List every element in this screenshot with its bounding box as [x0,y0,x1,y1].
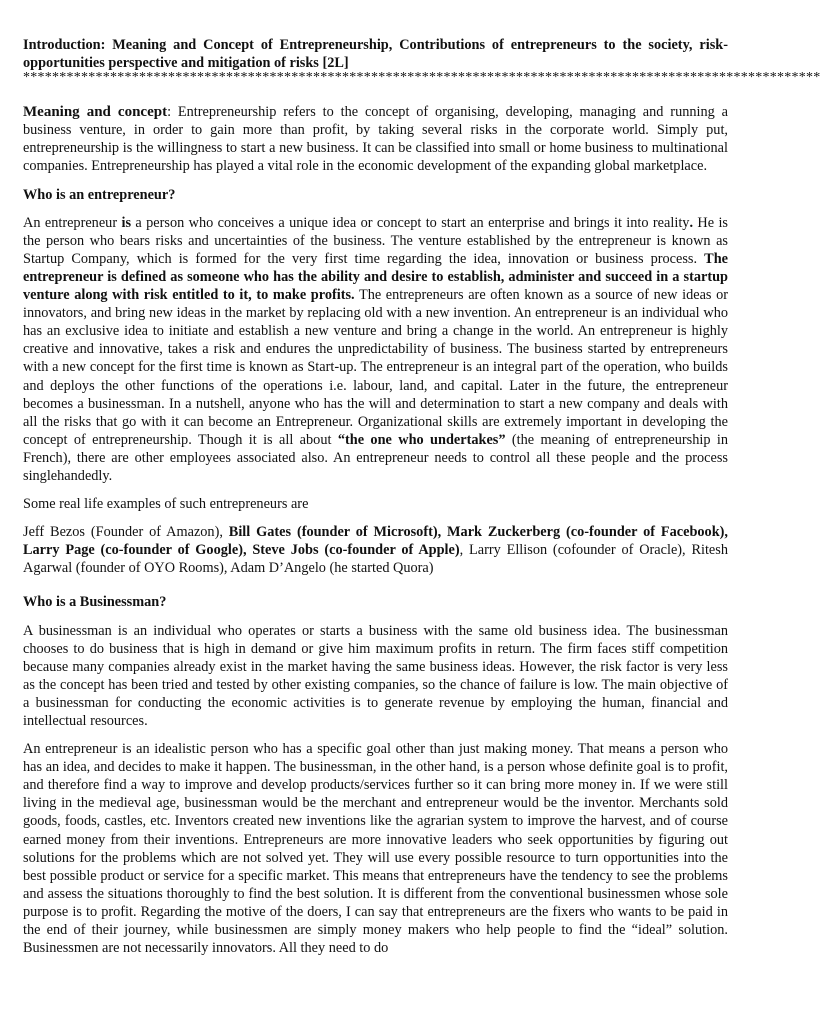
entrepreneur-bold-2: . [689,214,694,231]
meaning-paragraph [23,103,728,175]
meaning-label: Meaning and concept [23,104,168,121]
entrepreneur-heading: Who is an entrepreneur? [23,186,176,203]
entrepreneur-quote: “the one who undertakes” [337,431,506,448]
examples-text-1: Jeff Bezos (Founder of Amazon), [23,524,229,541]
entrepreneur-text-5: (the meaning of entrepreneurship in French), there are other employees associated also. An entrepreneur needs to control all these people and the process singlehandedly. [23,431,729,484]
businessman-heading: Who is a Businessman? [23,594,167,611]
document-title: Introduction: Meaning and Concept of Entrepreneurship, Contributions of entrepreneurs to the society, risk-opportunities perspective and mitigation of risks [2L] [23,37,728,72]
entrepreneur-bold-1: is [121,214,132,231]
meaning-text: : Entrepreneurship refers to the concept of organising, developing, managing and running a business venture, in order to gain more than profit, by taking several risks in the corporate world. Simply put, entrepreneurship is the willingness to start a new business. It can be classified into small or home business to multinational companies. Entrepreneurship has played a vital role in the economic development of the expanding global marketplace. [23,104,728,175]
entrepreneur-definition: The entrepreneur is defined as someone who has the ability and desire to establish, administer and succeed in a startup venture along with risk entitled to it, to make profits. [23,250,728,304]
entrepreneur-text-4: The entrepreneurs are often known as a source of new ideas or innovators, and bring new ideas in the market by replacing old with a new invention. An entrepreneur is an individual who has an exclusive idea to initiate and establish a new venture and bring a change in the world. An entrepreneur is highly creative and innovative, takes a risk and endures the unpredictability of business. The business started by entrepreneurs with a new concept for the first time is known as Start-up. The entrepreneur is an integral part of the operation, who builds and deploys the other functions of the operations i.e. labour, land, and capital. Later in the future, the entrepreneur becomes a businessman. In a nutshell, anyone who has the will and determination to start a new company and deals with all the risks that go with it can become an Entrepreneur. Organizational skills are extremely important in developing the concept of entrepreneurship. Though it is all about [23,287,728,448]
entrepreneur-text-1: An entrepreneur [23,214,122,231]
examples-bold: Bill Gates (founder of Microsoft), Mark Zuckerberg (co-founder of Facebook), Larry Page (co-founder of Google), Steve Jobs (co-founder of Apple) [23,524,728,559]
businessman-paragraph-1: A businessman is an individual who operates or starts a business with the same old business idea. The businessman chooses to do business that is high in demand or give him maximum profits in return. The firm faces stiff competition because many companies already exist in the market having the same business ideas. However, the risk factor is very less as the concept has been tried and tested by other existing companies, so the chance of failure is low. The main objective of a businessman for conducting the economic activities is to generate revenue by employing the human, financial and intellectual resources. [23,622,728,729]
entrepreneur-text-2: a person who conceives a unique idea or concept to start an enterprise and brings it into reality [131,214,690,231]
businessman-paragraph-2: An entrepreneur is an idealistic person who has a specific goal other than just making money. That means a person who has an idea, and decides to make it happen. The businessman, in the other hand, is a person whose definite goal is to profit, and therefore find a way to improve and develop products/services further so it can bring more money in. If we were still living in the medieval age, businessman would be the merchant and entrepreneur would be the inventor. Merchants sold goods, foods, castles, etc. Inventors created new inventions like the agrarian system to improve the harvest, and of course earned money from their inventions. Entrepreneurs are more innovative leaders who seek opportunities by figuring out solutions for the problems which are not solved yet. They will use every possible resource to turn opportunities into the best possible product or service for a specific market. This means that entrepreneurs have the tendency to see the problems and assess the situations thoroughly to find the best solution. It is different from the conventional businessmen whose sole purpose is to profit. Regarding the motive of the doers, I can say that entrepreneurs are the fixers who wants to be paid in the end of their journey, while businessmen are simply money makers who help people to find the “ideal” solution. Businessmen are not necessarily innovators. All they need to do [23,741,728,957]
entrepreneur-paragraph [23,214,728,485]
asterisk-divider: ************************************************************************************************************** [23,70,821,86]
examples-paragraph [23,523,728,577]
examples-text-2: , Larry Ellison (cofounder of Oracle), Ritesh Agarwal (founder of OYO Rooms), Adam D’Angelo (he started Quora) [23,542,728,577]
entrepreneur-text-3: He is the person who bears risks and uncertainties of the business. The venture established by the entrepreneur is known as Startup Company, which is formed for the very first time regarding the idea, innovation or business process. [23,214,728,267]
examples-intro: Some real life examples of such entrepreneurs are [23,496,309,513]
